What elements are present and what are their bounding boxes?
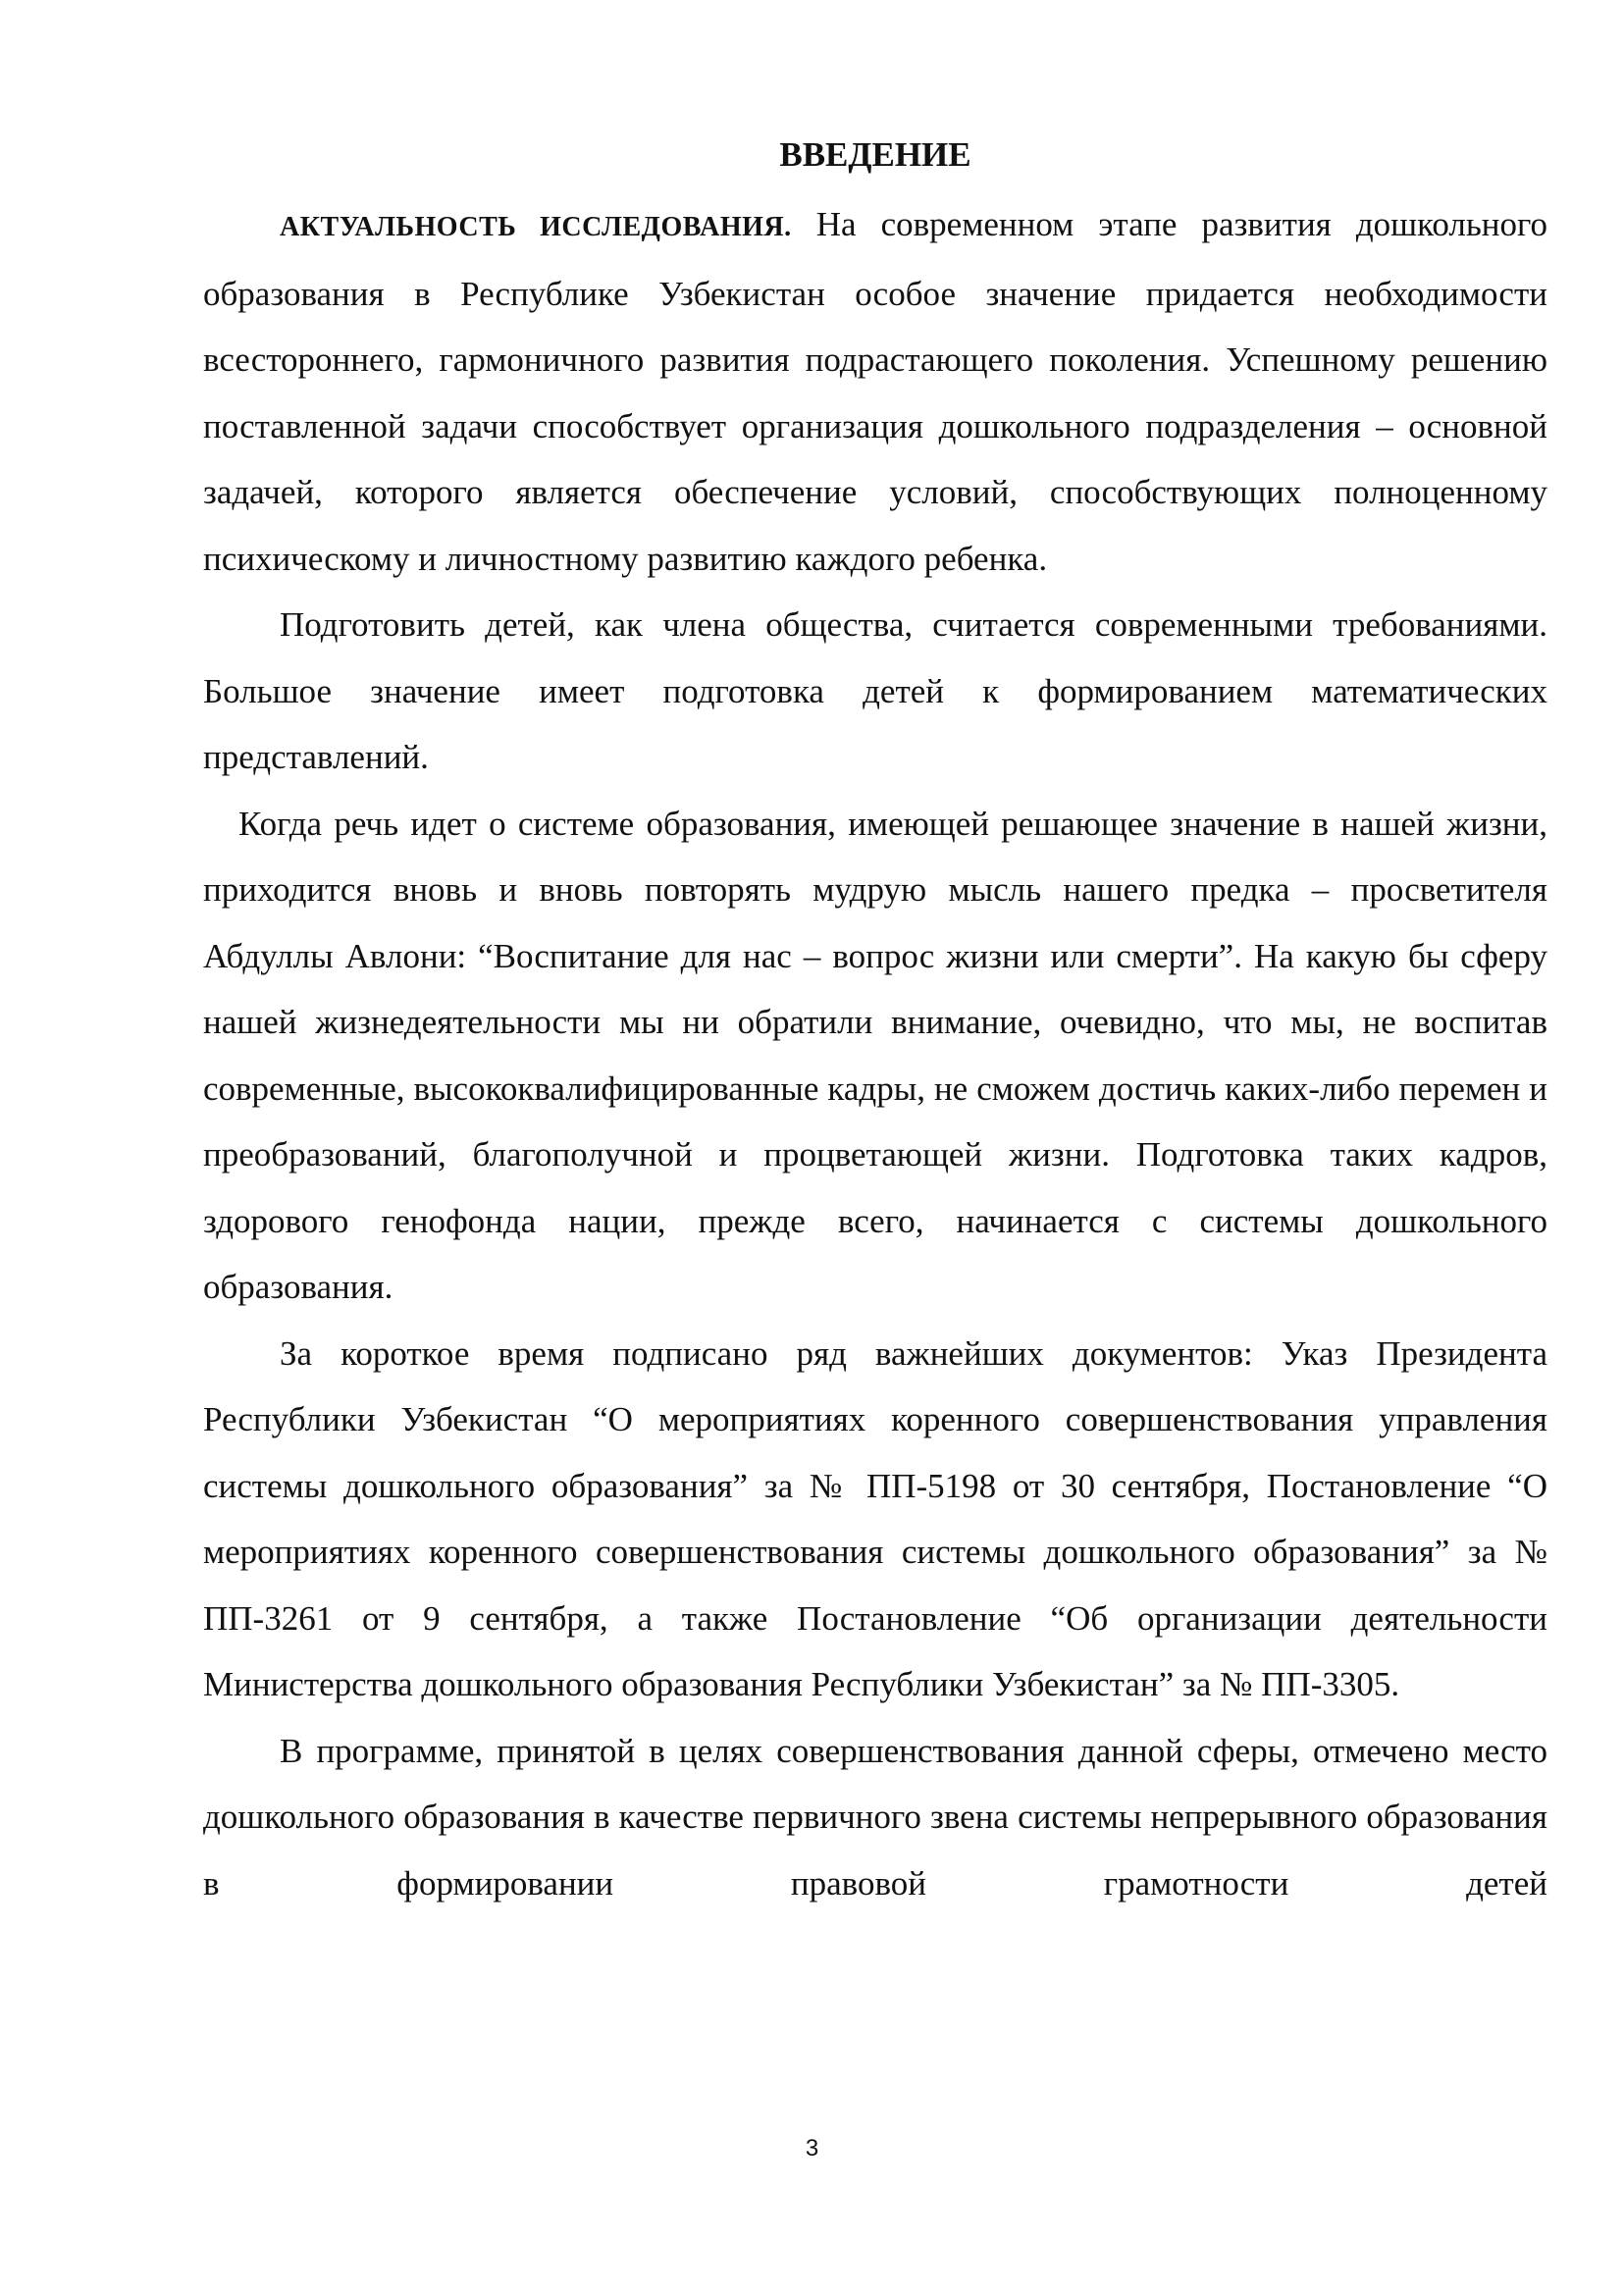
paragraph-lead-relevance: АКТУАЛЬНОСТЬ ИССЛЕДОВАНИЯ. [280, 212, 792, 242]
paragraph-text-relevance: На современном этапе развития дошкольного образования в Республике Узбекистан особое значение придается необходимости всестороннего, гармоничного развития подрастающего поколения. Успешному решению поставленной задачи способствует организация дошкольного подразделения – основной задачей, которого является обеспечение условий, способствующих полноценному психическому и личностному развитию каждого ребенка. [203, 205, 1548, 578]
page-body [203, 137, 1547, 1916]
paragraph-relevance [203, 191, 1547, 592]
page-number: 3 [805, 2135, 819, 2162]
section-heading: ВВЕДЕНИЕ [779, 135, 971, 174]
paragraph-documents: За короткое время подписано ряд важнейших документов: Указ Президента Республики Узбекистан “О мероприятиях коренного совершенствования управления системы дошкольного образования” за № ПП-5198 от 30 сентября, Постановление “О мероприятиях коренного совершенствования системы дошкольного образования” за № ПП-3261 от 9 сентября, а также Постановление “Об организации деятельности Министерства дошкольного образования Республики Узбекистан” за № ПП-3305. [203, 1333, 1547, 1703]
paragraph-program: В программе, принятой в целях совершенствования данной сферы, отмечено место дошкольного образования в качестве первичного звена системы непрерывного образования в формировании правовой грамотности детей [203, 1731, 1547, 1903]
paragraph-preparation: Подготовить детей, как члена общества, считается современными требованиями. Большое значение имеет подготовка детей к формированием математических представлений. [203, 605, 1547, 776]
paragraph-education-system: Когда речь идет о системе образования, имеющей решающее значение в нашей жизни, приходится вновь и вновь повторять мудрую мысль нашего предка – просветителя Абдуллы Авлони: “Воспитание для нас – вопрос жизни или смерти”. На какую бы сферу нашей жизнедеятельности мы ни обратили внимание, очевидно, что мы, не воспитав современные, высококвалифицированные кадры, не сможем достичь каких-либо перемен и преобразований, благополучной и процветающей жизни. Подготовка таких кадров, здорового генофонда нации, прежде всего, начинается с системы дошкольного образования. [203, 804, 1547, 1306]
